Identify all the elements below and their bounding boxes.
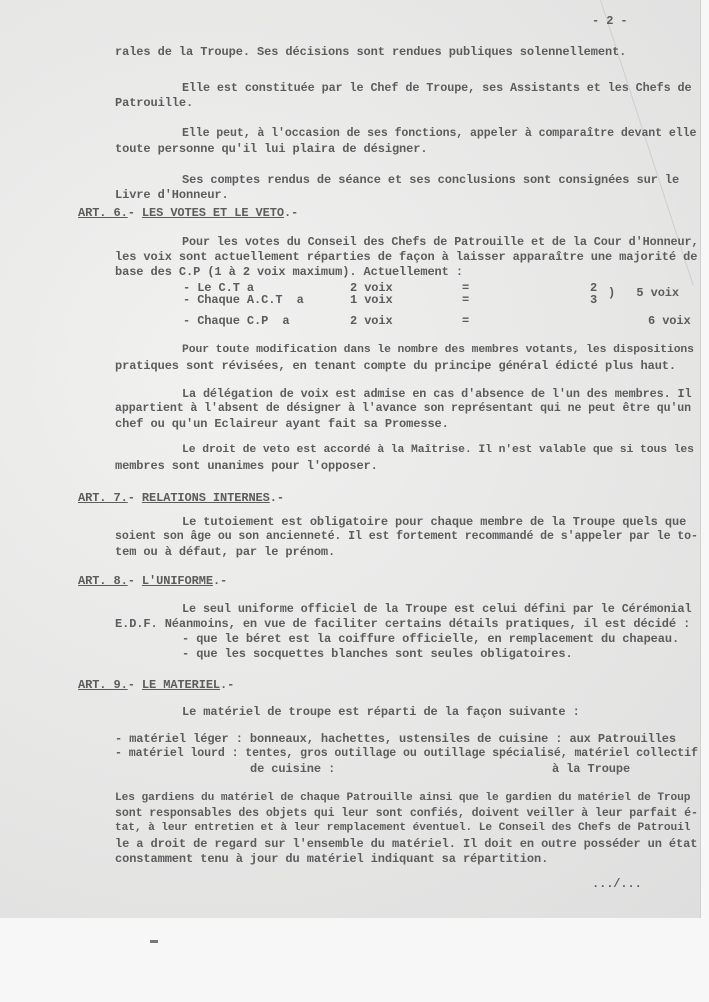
- text-line: Patrouille.: [115, 96, 194, 110]
- text-line: le a droit de regard sur l'ensemble du matériel. Il doit en outre posséder un état: [115, 837, 698, 851]
- article-7-heading: ART. 7.- RELATIONS INTERNES.-: [78, 491, 284, 505]
- text-line: La délégation de voix est admise en cas d'absence de l'un des membres. Il: [182, 387, 692, 401]
- text-line: pratiques sont révisées, en tenant compte du principe général édicté plus haut.: [115, 359, 676, 373]
- article-number: ART. 9.: [78, 678, 128, 692]
- text-line: Ses comptes rendus de séance et ses conclusions sont consignées sur le: [182, 173, 680, 187]
- vote-subtotal: ) 5 voix: [608, 286, 680, 300]
- vote-row-sub: 2: [590, 281, 598, 295]
- text-line: Livre d'Honneur.: [115, 188, 229, 202]
- continued-marker: .../...: [592, 877, 642, 891]
- text-line: toute personne qu'il lui plaira de désigner.: [115, 142, 428, 156]
- list-item: - matériel lourd : tentes, gros outillage ou outillage spécialisé, matériel collectif: [115, 747, 698, 760]
- text-line: rales de la Troupe. Ses décisions sont rendues publiques solennellement.: [115, 45, 627, 59]
- text-line: soient son âge ou son ancienneté. Il est fortement recommandé de s'appeler par le to-: [115, 530, 698, 543]
- vote-row-votes: 2 voix: [350, 281, 393, 295]
- text-line: Pour toute modification dans le nombre des membres votants, les dispositions: [182, 344, 694, 356]
- article-number: ART. 6.: [78, 206, 128, 220]
- text-line: Les gardiens du matériel de chaque Patrouille ainsi que le gardien du matériel de Troup: [115, 792, 691, 804]
- text-line: appartient à l'absent de désigner à l'avance son représentant qui ne peut être qu'un: [115, 402, 692, 415]
- vote-row-eq: =: [462, 293, 470, 307]
- article-8-heading: ART. 8.- L'UNIFORME.-: [78, 574, 228, 588]
- text-line: Le droit de veto est accordé à la Maîtrise. Il n'est valable que si tous les: [182, 444, 694, 456]
- article-title: LE MATERIEL: [141, 678, 221, 692]
- text-line: les voix sont actuellement réparties de façon à laisser apparaître une majorité de: [115, 250, 698, 264]
- list-item: à la Troupe: [552, 762, 631, 776]
- vote-row-votes: 1 voix: [350, 293, 393, 307]
- article-number: ART. 7.: [78, 491, 128, 505]
- article-number: ART. 8.: [78, 574, 128, 588]
- text-line: E.D.F. Néanmoins, en vue de faciliter certains détails pratiques, il est décidé :: [115, 617, 691, 631]
- text-line: - que le béret est la coiffure officielle, en remplacement du chapeau.: [182, 632, 680, 646]
- text-line: Elle est constituée par le Chef de Troupe, ses Assistants et les Chefs de: [182, 81, 692, 95]
- article-title: RELATIONS INTERNES: [141, 491, 270, 505]
- scan-speck: [150, 940, 158, 943]
- list-item: de cuisine :: [250, 762, 336, 776]
- text-line: base des C.P (1 à 2 voix maximum). Actuellement :: [115, 265, 463, 279]
- text-line: - que les socquettes blanches sont seules obligatoires.: [182, 647, 573, 661]
- page-number: - 2 -: [592, 14, 628, 28]
- text-line: Le tutoiement est obligatoire pour chaque membre de la Troupe quels que: [182, 515, 687, 529]
- text-line: constamment tenu à jour du matériel indiquant sa répartition.: [115, 852, 549, 866]
- text-line: sont responsables des objets qui leur sont confiés, doivent veiller à leur parfait é-: [115, 807, 698, 820]
- text-line: tat, à leur entretien et à leur remplacement éventuel. Le Conseil des Chefs de Patrouil: [115, 822, 691, 834]
- vote-row-who: - Le C.T a: [183, 281, 255, 295]
- vote-row-eq: =: [462, 314, 470, 328]
- text-line: chef ou qu'un Eclaireur ayant fait sa Promesse.: [115, 417, 449, 431]
- text-line: Elle peut, à l'occasion de ses fonctions, appeler à comparaître devant elle: [182, 127, 697, 140]
- article-9-heading: ART. 9.- LE MATERIEL.-: [78, 678, 235, 692]
- article-6-heading: ART. 6.- LES VOTES ET LE VETO.-: [78, 206, 299, 220]
- vote-row-votes: 2 voix: [350, 314, 393, 328]
- vote-row-eq: =: [462, 281, 470, 295]
- article-title: LES VOTES ET LE VETO: [141, 206, 284, 220]
- vote-row-who: - Chaque A.C.T a: [183, 293, 304, 307]
- text-line: Le seul uniforme officiel de la Troupe est celui défini par le Cérémonial: [182, 602, 692, 616]
- text-line: membres sont unanimes pour l'opposer.: [115, 459, 378, 473]
- vote-row-total: 6 voix: [648, 314, 691, 328]
- vote-row-who: - Chaque C.P a: [183, 314, 290, 328]
- article-title: L'UNIFORME: [141, 574, 213, 588]
- text-line: tem ou à défaut, par le prénom.: [115, 545, 336, 559]
- text-line: Le matériel de troupe est réparti de la façon suivante :: [182, 705, 580, 719]
- vote-row-sub: 3: [590, 293, 598, 307]
- text-line: Pour les votes du Conseil des Chefs de Patrouille et de la Cour d'Honneur,: [182, 235, 699, 249]
- list-item: - matériel léger : bonneaux, hachettes, ustensiles de cuisine : aux Patrouilles: [115, 732, 676, 746]
